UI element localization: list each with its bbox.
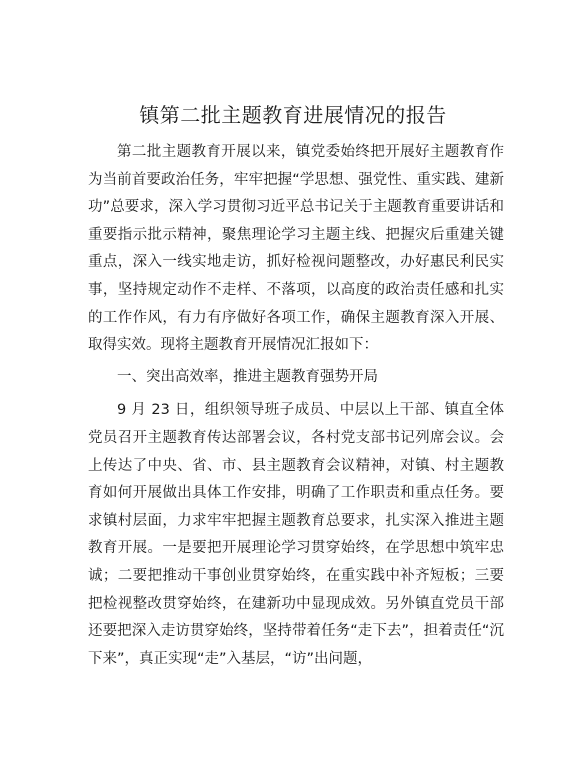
document-body [88, 139, 504, 673]
section-heading: 一、突出高效率，推进主题教育强势开局 [117, 368, 378, 385]
intro-paragraph: 第二批主题教育开展以来，镇党委始终把开展好主题教育作为当前首要政治任务，牢牢把握“学思想、强党性、重实践、建新功”总要求，深入学习贯彻习近平总书记关于主题教育重要讲话和重要指示批示精神，聚焦理论学习主题主线、把握灾后重建关键重点，深入一线实地走访，抓好检视问题整改，办好惠民利民实事，坚持规定动作不走样、不落项，以高度的政治责任感和扎实的工作作风，有力有序做好各项工作，确保主题教育深入开展、取得实效。现将主题教育开展情况汇报如下： [88, 144, 504, 354]
section-paragraph: 9 月 23 日，组织领导班子成员、中层以上干部、镇直全体党员召开主题教育传达部署会议，各村党支部书记列席会议。会上传达了中央、省、市、县主题教育会议精神，对镇、村主题教育如何开展做出具体工作安排，明确了工作职责和重点任务。要求镇村层面，力求牢牢把握主题教育总要求，扎实深入推进主题教育开展。一是要把开展理论学习贯穿始终，在学思想中筑牢忠诚；二要把推动干事创业贯穿始终，在重实践中补齐短板；三要把检视整改贯穿始终，在建新功中显现成效。另外镇直党员干部还要把深入走访贯穿始终，坚持带着任务“走下去”，担着责任“沉下来”，真正实现“走”入基层，“访”出问题， [88, 402, 504, 667]
document-title: 镇第二批主题教育进展情况的报告 [139, 103, 447, 127]
